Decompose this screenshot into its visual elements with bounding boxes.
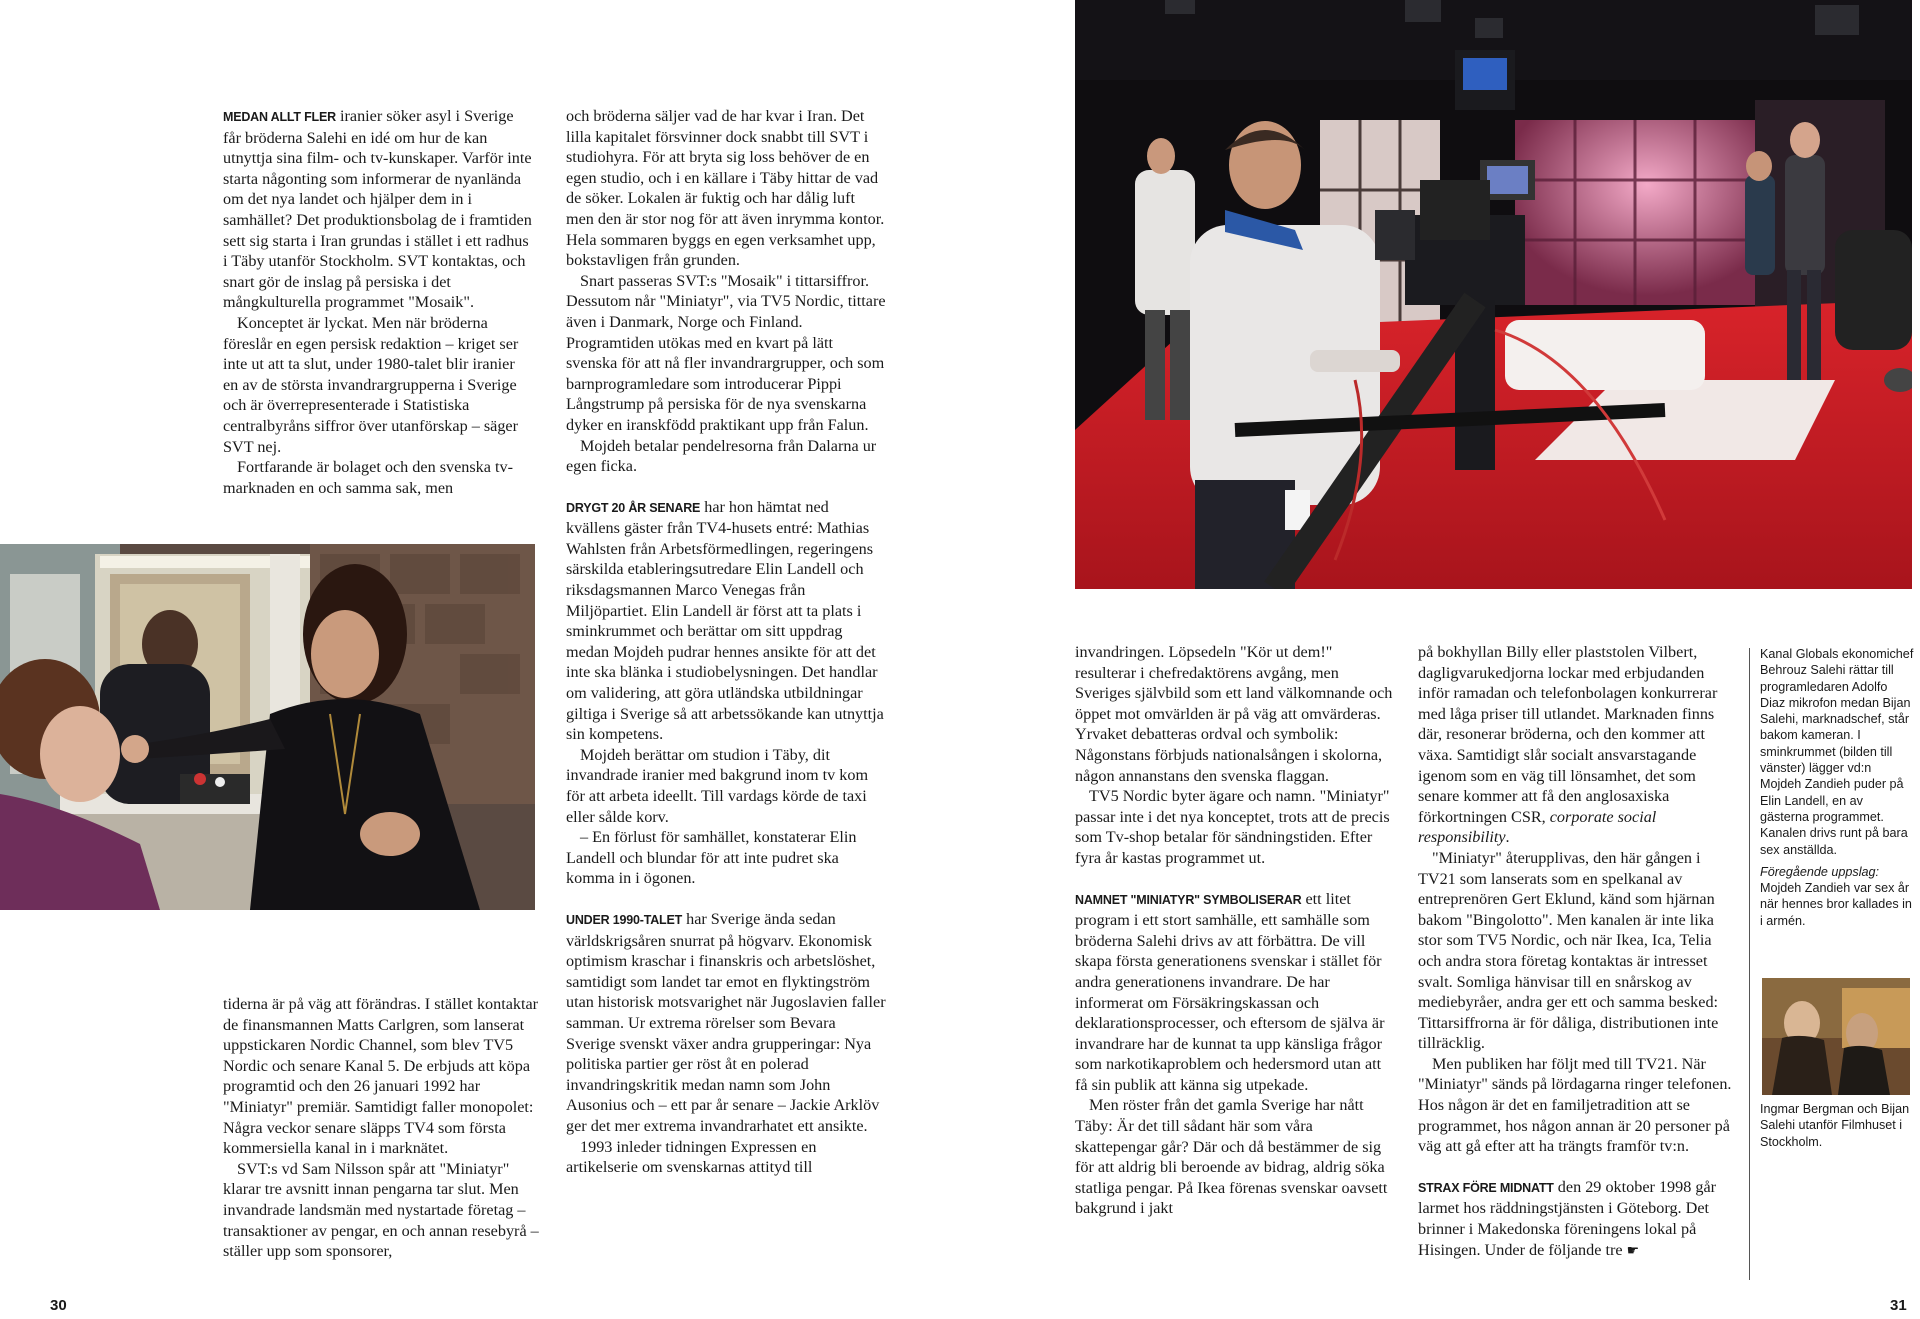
caption-text: Ingmar Bergman och Bijan Salehi utanför Filmhuset i Stockholm.: [1760, 1102, 1910, 1149]
article-paragraph: [1418, 642, 1734, 848]
article-paragraph: [1418, 848, 1734, 1054]
article-paragraph: [223, 106, 533, 313]
section-lead-in: STRAX FÖRE MIDNATT: [1418, 1180, 1554, 1195]
article-column-2: [566, 106, 886, 1178]
article-paragraph: [1418, 1054, 1734, 1157]
paragraph-text: har hon hämtat ned kvällens gäster från TV4-husets entré: Mathias Wahlsten från Arbetsförmedlingen, regeringens särskilda etableringsutredare Elin Landell och riksdagsmannen Marco Venegas från Miljöpartiet. Elin Landell är först att ta plats i sminkrummet och berättar om sitt uppdrag medan Mojdeh pudrar hennes ansikte för att det inte ska blänka i studiobelysningen. Det handlar om validering, att göra utländska utbildningar giltiga i Sverige så att arbetssökande kan utnyttja sin kompetens.: [566, 497, 884, 744]
makeup-room-photo: [0, 544, 535, 910]
paragraph-text: – En förlust för samhället, konstaterar Elin Landell och blundar för att inte pudret ska komma in i ögonen.: [566, 828, 857, 888]
section-lead-in: DRYGT 20 ÅR SENARE: [566, 500, 701, 515]
paragraph-text: Men publiken har följt med till TV21. När "Miniatyr" sänds på lördagarna ringer telefonen. Hos någon är det en familjetradition att se programmet, hos någon annan är 20 personer på väg att gå efter att ha trängts framför tv:n.: [1418, 1054, 1732, 1156]
paragraph-text: 1993 inleder tidningen Expressen en artikelserie om svenskarnas attityd till: [566, 1137, 817, 1177]
page-number-right: 31: [1890, 1297, 1907, 1314]
paragraph-text: "Miniatyr" återupplivas, den här gången i TV21 som lanserats som en spelkanal av entreprenören Gert Eklund, känd som hjärnan bakom "Bingolotto". Men kanalen är inte lika stor som TV5 Nordic, och när Ikea, Ica, Telia och andra stora företag kontaktas är intresset svalt. Somliga hänvisar till en snårskog av mediebyråer, andra ger ett och samma besked: Tittarsiffrorna är för dåliga, distributionen inte tillräcklig.: [1418, 848, 1719, 1053]
studio-photo-caption: [1760, 646, 1915, 929]
article-column-3: [1075, 642, 1395, 1219]
paragraph-text: Snart passeras SVT:s "Mosaik" i tittarsiffror. Dessutom når "Miniatyr", via TV5 Nordic, tittare även i Danmark, Norge och Finland. Programtiden utökas med en kvart på lätt svenska för att nå fler invandrargrupper, och som barnprogramledare som introducerar Pippi Långstrump på persiska för de nya svenskarna dyker en iranskfödd praktikant upp från Falun.: [566, 271, 886, 434]
paragraph-text: Men röster från det gamla Sverige har nått Täby: Är det till sådant här som våra skattepengar går? Där och då bestämmer de sig för att aldrig bli beroende av bidrag, aldrig söka statliga pengar. På Ikea förenas svenskar oavsett bakgrund i jakt: [1075, 1096, 1388, 1218]
paragraph-text: och bröderna säljer vad de har kvar i Iran. Det lilla kapitalet försvinner dock snabbt till SVT i studiohyra. För att bryta sig loss behöver de en egen studio, och i en källare i Täby hittar de vad de söker. Lokalen är fuktig och har dålig luft men den är stor nog för att även inrymma kontor. Hela sommaren byggs en egen verksamhet upp, bokstavligen från grunden.: [566, 107, 885, 270]
caption-label: Föregående uppslag:: [1760, 864, 1880, 879]
caption-text: Kanal Globals ekonomichef Behrouz Salehi rättar till programledaren Adolfo Diaz mikrofon medan Bijan Salehi, marknadschef, står bakom kameran. I sminkrummet (bilden till vänster) lägger vd:n Mojdeh Zandieh puder på Elin Landell, en av gästerna programmet. Kanalen drivs runt på bara sex anställda.: [1760, 647, 1914, 857]
article-paragraph: [566, 745, 886, 827]
section-lead-in: UNDER 1990-TALET: [566, 912, 683, 927]
article-paragraph: [1075, 1095, 1395, 1219]
caption-text: Mojdeh Zandieh var sex år när hennes bror kallades in i armén.: [1760, 881, 1912, 928]
paragraph-text: iranier söker asyl i Sverige får bröderna Salehi en idé om hur de kan utnyttja sina film- och tv-kunskaper. Varför inte starta någonting som informerar de nyanlända om det nya landet och hjälper dem in i samhället? Det produktionsbolag de i framtiden sett sig starta i Iran grundas i stället i ett radhus i Täby utanför Stockholm. SVT kontaktas, och snart gör de inslag på persiska i det mångkulturella programmet "Mosaik".: [223, 107, 532, 312]
article-paragraph: [566, 106, 886, 271]
paragraph-text: Konceptet är lyckat. Men när bröderna föreslår en egen persisk redaktion – kriget ser inte ut att ta slut, under 1980-talet blir iranier en av de största invandrargrupperna i Sverige och är överrepresenterade i Statistiska centralbyråns siffror över utanförskap – säger SVT nej.: [223, 313, 519, 456]
article-paragraph: [1075, 642, 1395, 786]
article-paragraph: [223, 1159, 543, 1262]
article-paragraph: [223, 457, 533, 498]
article-paragraph: [566, 497, 886, 745]
article-paragraph: [1418, 1177, 1734, 1261]
article-paragraph: [566, 1137, 886, 1178]
tv-studio-photo: [1075, 0, 1912, 589]
paragraph-text: den 29 oktober 1998 går larmet hos räddningstjänsten i Göteborg. Det brinner i Makedonska föreningens lokal på Hisingen. Under de följande tre: [1418, 1177, 1717, 1259]
article-paragraph: [1075, 786, 1395, 868]
article-paragraph: [223, 994, 543, 1159]
italic-term: corporate social responsibility: [1418, 807, 1657, 847]
paragraph-text: har Sverige ända sedan världskrigsåren snurrat på högvarv. Ekonomisk optimism kraschar i finanskris och arbetslöshet, samtidigt som landet tar emot en flyktingström utan historisk motsvarighet när Jugoslavien faller samman. Ur extrema rörelser som Bevara Sverige svenskt växer andra grupperingar: Nya politiska partier ger röst åt en polerad invandringskritik medan namn som John Ausonius och – ett par år senare – Jackie Arklöv ger det mer extrema invandrarhatet ett ansikte.: [566, 909, 886, 1135]
paragraph-text: .: [1505, 828, 1510, 847]
paragraph-text: Mojdeh betalar pendelresorna från Dalarna ur egen ficka.: [566, 436, 877, 476]
article-paragraph: [566, 436, 886, 477]
article-column-1-bottom: [223, 994, 543, 1262]
paragraph-text: SVT:s vd Sam Nilsson spår att "Miniatyr" klarar tre avsnitt innan pengarna tar slut. Men invandrade landsmän med nystartade företag – transaktioner av pengar, en och annan resebyrå – ställer upp som sponsorer,: [223, 1159, 539, 1261]
continue-arrow-icon: ☛: [1626, 1242, 1640, 1259]
section-lead-in: MEDAN ALLT FLER: [223, 110, 336, 124]
paragraph-text: Mojdeh berättar om studion i Täby, dit invandrade iranier med bakgrund inom tv kom för att arbeta ideellt. Till vardags körde de taxi eller sålde korv.: [566, 745, 869, 826]
caption-divider: [1749, 648, 1750, 1280]
bergman-photo: [1762, 978, 1910, 1095]
article-paragraph: [566, 827, 886, 889]
paragraph-text: invandringen. Löpsedeln "Kör ut dem!" resulterar i chefredaktörens avgång, men Sveriges självbild som ett land välkomnande och öppet mot omvärlden är på väg att omvärderas. Yrvaket debatteras ordval och symbolik: Någonstans förbjuds nationalsången i skolorna, någon annanstans den svenska flaggan.: [1075, 643, 1393, 785]
article-paragraph: [566, 271, 886, 436]
article-paragraph: [566, 909, 886, 1137]
paragraph-text: på bokhyllan Billy eller plaststolen Vilbert, dagligvarukedjorna lockar med erbjudanden inför ramadan och telefonbolagen konkurrerar med låga priser till utlandet. Marknaden finns där, resonerar bröderna, och den kommer att växa. Samtidigt slår socialt ansvarstagande igenom som en väg till lönsamhet, det som senare kommer att få den anglosaxiska förkortningen CSR,: [1418, 643, 1718, 826]
paragraph-text: ett litet program i ett stort samhälle, ett samhälle som bröderna Salehi drivs av att förbättra. De vill skapa första generationens svenskar i stället för andra generationens invandrare. De har informerat om Försäkringskassan och deklarationsprocesser, och eftersom de själva är invandrare har de kunnat ta upp känsliga frågor som narkotikaproblem och hedersmord utan att få sin publik att känna sig utpekade.: [1075, 889, 1385, 1094]
article-paragraph: [223, 313, 533, 457]
page-number-left: 30: [50, 1297, 67, 1314]
article-column-4: [1418, 642, 1734, 1261]
bergman-photo-caption: [1760, 1101, 1915, 1150]
paragraph-text: tiderna är på väg att förändras. I stället kontaktar de finansmannen Matts Carlgren, som lanserat uppstickaren Nordic Channel, som blev TV5 Nordic och senare Kanal 5. De erbjuds att köpa programtid och den 26 januari 1992 har "Miniatyr" premiär. Samtidigt faller monopolet: Några veckor senare släpps TV4 som första kommersiella kanal in i marknätet.: [223, 995, 539, 1158]
paragraph-text: TV5 Nordic byter ägare och namn. "Miniatyr" passar inte i det nya konceptet, trots att de precis som Tv-shop betalar för sändningstiden. Efter fyra år kastas programmet ut.: [1075, 787, 1390, 867]
paragraph-text: Fortfarande är bolaget och den svenska tv-marknaden en och samma sak, men: [223, 458, 513, 497]
article-column-1-top: [223, 106, 533, 498]
article-paragraph: [1075, 889, 1395, 1096]
section-lead-in: NAMNET "MINIATYR" SYMBOLISERAR: [1075, 892, 1302, 907]
